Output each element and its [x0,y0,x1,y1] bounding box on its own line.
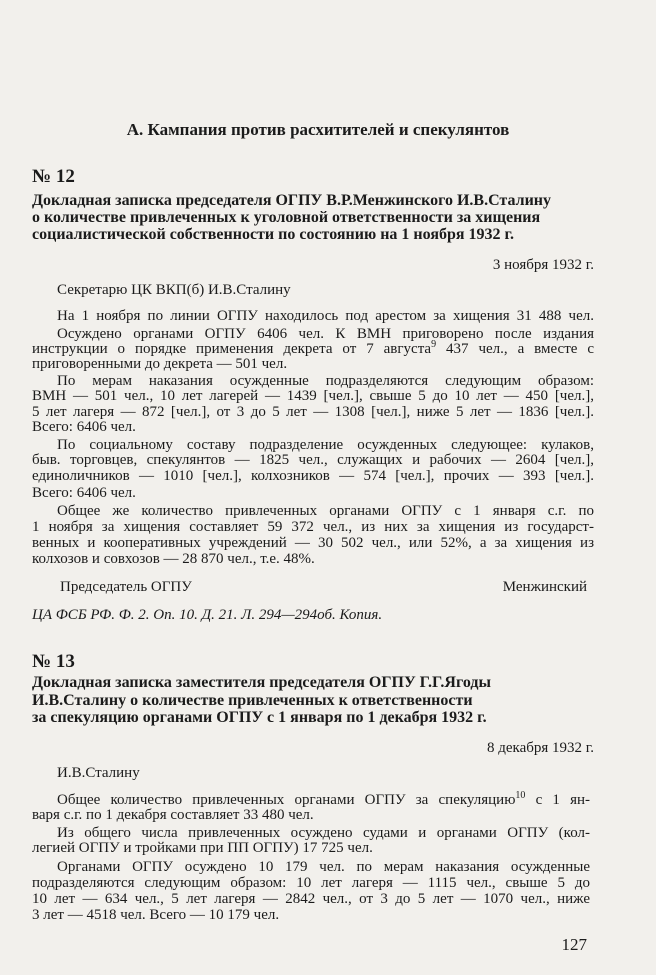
text-line: варя с.г. по 1 декабря составляет 33 480 чел. [32,807,314,823]
text-fragment: 437 чел., а вместе с [436,341,594,357]
addressee: И.В.Сталину [57,765,140,781]
text-line: Всего: 6406 чел. [32,485,136,501]
text-line: единоличников — 1010 [чел.], колхозников — 574 [чел.], прочих — 393 [чел.]. [32,468,594,484]
document-number: № 13 [32,651,75,672]
document-title-line: Докладная записка председателя ОГПУ В.Р.Менжинского И.В.Сталину [32,192,552,209]
text-fragment: с 1 ян- [525,792,590,808]
text-line: На 1 ноября по линии ОГПУ находилось под арестом за хищения 31 488 чел. [57,308,594,324]
document-number: № 12 [32,166,75,187]
signature-position: Председатель ОГПУ [60,579,192,595]
addressee: Секретарю ЦК ВКП(б) И.В.Сталину [57,282,291,298]
text-line: колхозов и совхозов — 28 870 чел., т.е. 48%. [32,551,315,567]
text-line: Осуждено органами ОГПУ 6406 чел. К ВМН приговорено после издания [57,326,594,342]
text-line: Из общего числа привлеченных осуждено судами и органами ОГПУ (кол- [57,825,590,841]
page-number: 127 [561,935,587,954]
text-line: быв. торговцев, спекулянтов — 1825 чел., служащих и рабочих — 2604 [чел.], [32,452,594,468]
text-line: 10 лет — 634 чел., 5 лет лагеря — 2842 чел., от 3 до 5 лет — 1070 чел., ниже [32,891,590,907]
text-line: Всего: 6406 чел. [32,419,136,435]
text-line: Общее же количество привлеченных органами ОГПУ с 1 января с.г. по [57,503,594,519]
archive-source: ЦА ФСБ РФ. Ф. 2. Оп. 10. Д. 21. Л. 294—294об. Копия. [32,607,383,623]
text-line: По мерам наказания осужденные подразделяются следующим образом: [57,373,594,389]
document-title-line: И.В.Сталину о количестве привлеченных к ответственности [32,692,473,709]
footnote-ref: 10 [515,790,526,801]
text-fragment: инструкции о порядке применения декрета от 7 августа [32,341,432,357]
document-title-line: за спекуляцию органами ОГПУ с 1 января по 1 декабря 1932 г. [32,709,487,726]
text-line: приговоренными до декрета — 501 чел. [32,356,288,372]
text-line: ВМН — 501 чел., 10 лет лагерей — 1439 [чел.], свыше 5 до 10 лет — 450 [чел.], [32,388,594,404]
text-line [57,792,590,808]
text-line: венных и кооперативных учреждений — 30 502 чел., или 52%, а за хищения из [32,535,594,551]
text-line: 1 ноября за хищения составляет 59 372 чел., из них за хищения из государст- [32,519,594,535]
text-line: подразделяются следующим образом: 10 лет лагеря — 1115 чел., свыше 5 до [32,875,590,891]
document-title-line: о количестве привлеченных к уголовной ответственности за хищения [32,209,541,226]
signature-name: Менжинский [502,579,587,595]
text-fragment: Общее количество привлеченных органами ОГПУ за спекуляцию [57,792,516,808]
text-line: 3 лет — 4518 чел. Всего — 10 179 чел. [32,907,280,923]
section-heading: А. Кампания против расхитителей и спекулянтов [126,120,510,139]
document-title-line: Докладная записка заместителя председателя ОГПУ Г.Г.Ягоды [32,674,491,691]
document-date: 8 декабря 1932 г. [487,740,594,756]
text-line [32,341,594,357]
text-line: По социальному составу подразделение осужденных следующее: кулаков, [57,437,594,453]
text-line: Органами ОГПУ осуждено 10 179 чел. по мерам наказания осужденные [57,859,590,875]
text-line: 5 лет лагеря — 872 [чел.], от 3 до 5 лет — 1308 [чел.], ниже 5 лет — 1836 [чел.]. [32,404,594,420]
document-title-line: социалистической собственности по состоянию на 1 ноября 1932 г. [32,226,515,243]
document-date: 3 ноября 1932 г. [492,257,594,273]
footnote-ref: 9 [431,339,437,350]
text-line: легией ОГПУ и тройками при ПП ОГПУ) 17 725 чел. [32,840,373,856]
